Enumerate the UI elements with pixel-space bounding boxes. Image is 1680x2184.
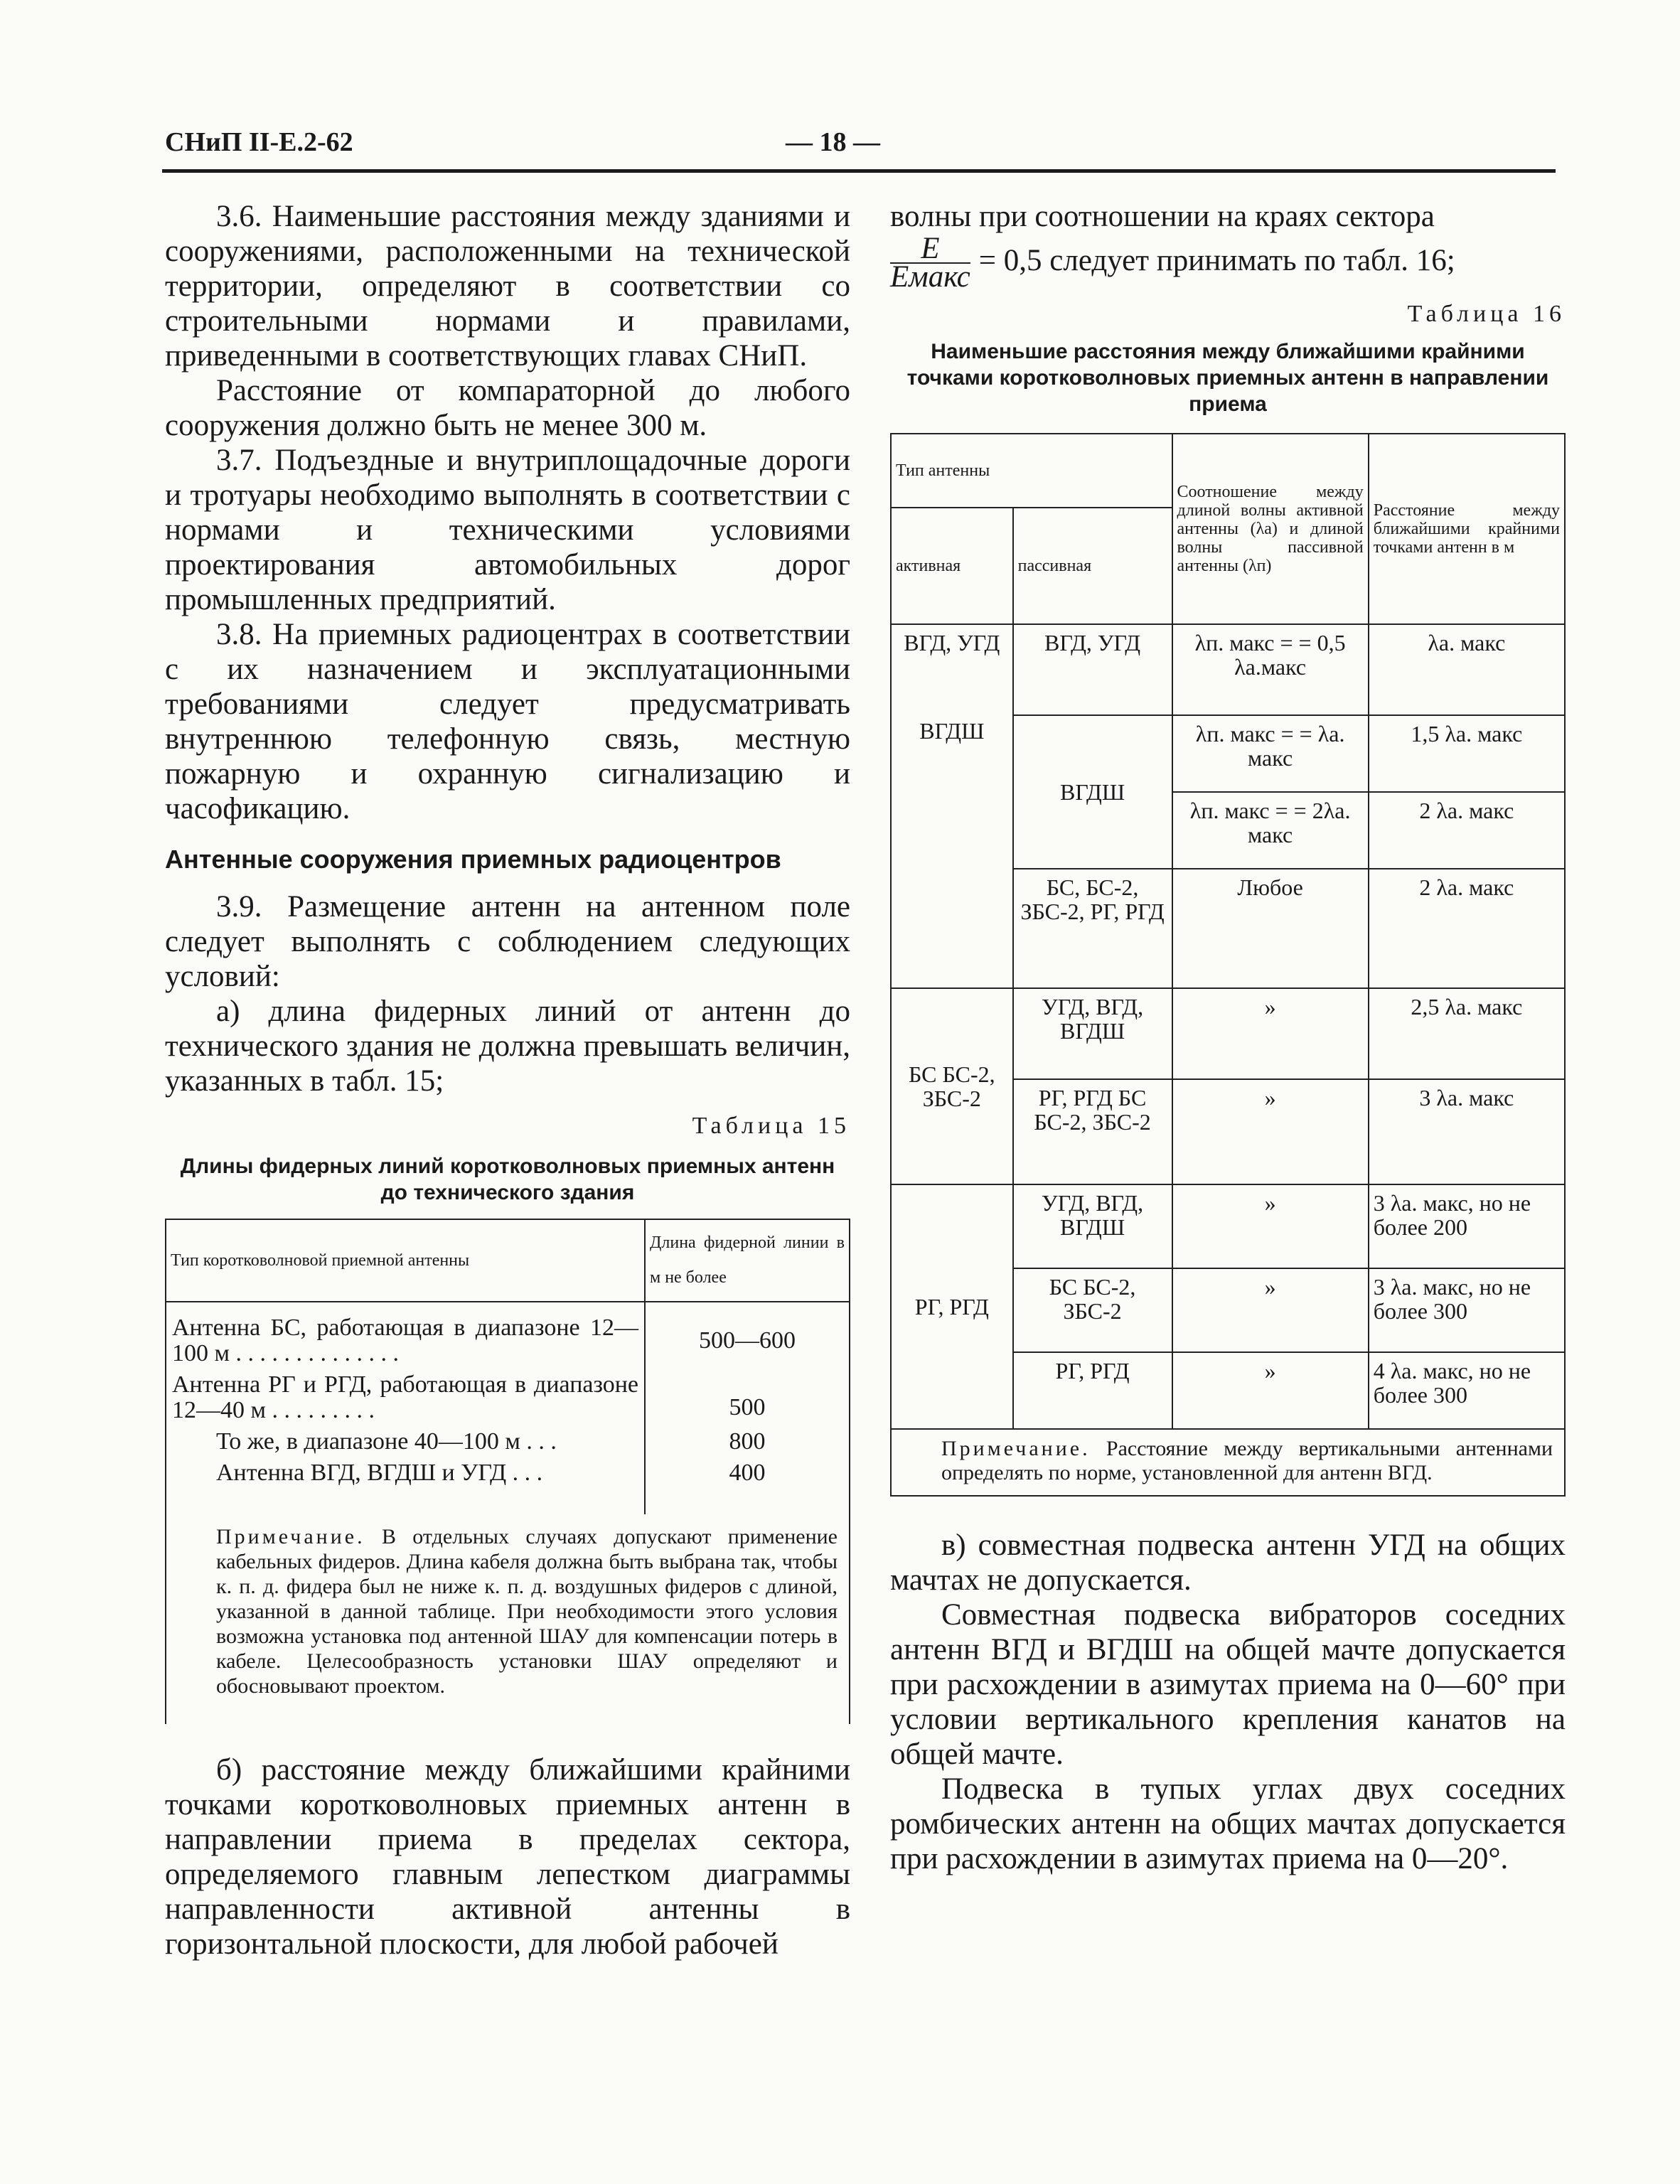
table-cell-distance: 3 λа. макс, но не более 300	[1369, 1268, 1565, 1352]
table-15-note	[166, 1514, 849, 1724]
table-16-col-active: активная	[891, 508, 1013, 624]
table-row: Антенна РГ и РГД, работающая в диапазоне 12—40 м . . . . . . . . .	[172, 1371, 638, 1423]
table-cell-distance: 2 λа. макс	[1369, 792, 1565, 869]
right-column	[890, 199, 1566, 1876]
table-cell-passive: УГД, ВГД, ВГДШ	[1013, 988, 1172, 1079]
page-number: — 18 —	[786, 127, 880, 157]
fraction-numerator: E	[890, 235, 970, 264]
table-cell-passive: РГ, РГД	[1013, 1352, 1172, 1429]
table-16-title: Наименьшие расстояния между ближайшими крайними точками коротковолновых приемных антенн в направлении приема	[906, 340, 1549, 416]
table-cell-value: 500—600	[645, 1302, 849, 1369]
table-cell-distance: 3 λа. макс	[1369, 1079, 1565, 1184]
table-cell-value: 500	[645, 1369, 849, 1426]
table-cell-distance: 4 λа. макс, но не более 300	[1369, 1352, 1565, 1429]
table-16	[890, 433, 1566, 1497]
paragraph-rhombic: Подвеска в тупых углах двух соседних ромбических антенн на общих мачтах допускается при расхождении в азимутах приема на 0—20°.	[890, 1772, 1566, 1875]
ratio-text: = 0,5 следует принимать по табл. 16;	[978, 243, 1455, 277]
active-vgd-ugd: ВГД, УГД	[904, 630, 1000, 655]
table-cell-passive: БС БС-2, ЗБС-2	[1013, 1268, 1172, 1352]
table-16-col-passive: пассивная	[1013, 508, 1172, 624]
table-cell-ratio: Любое	[1172, 869, 1369, 988]
left-column	[165, 199, 850, 1961]
table-cell-passive: ВГДШ	[1013, 715, 1172, 869]
table-cell-passive: БС, БС-2, ЗБС-2, РГ, РГД	[1013, 869, 1172, 988]
table-16-col-distance: Расстояние между ближайшими крайними точками антенн в м	[1369, 434, 1565, 624]
table-15	[166, 1219, 849, 1514]
ratio-line	[890, 232, 1566, 294]
paragraph-vibrators: Совместная подвеска вибраторов соседних антенн ВГД и ВГДШ на общей мачте допускается при расхождении в азимутах приема на 0—60° при условии вертикального крепления канатов на общей мачте.	[890, 1598, 1566, 1771]
table-cell-ratio: »	[1172, 988, 1369, 1079]
paragraph-3-6: 3.6. Наименьшие расстояния между зданиями и сооружениями, расположенными на технической территории, определяют в соответствии со строительными нормами и правилами, приведенными в соответствующих главах СНиП.	[165, 200, 850, 373]
table-16-col-type: Тип антенны	[891, 434, 1172, 508]
table-cell-distance: 3 λа. макс, но не более 200	[1369, 1184, 1565, 1268]
ratio-fraction	[890, 232, 970, 294]
table-cell-ratio: λп. макс = = 2λа. макс	[1172, 792, 1369, 869]
condition-b-continued: волны при соотношении на краях сектора	[890, 200, 1435, 233]
paragraph-3-6-distance: Расстояние от компараторной до любого сооружения должно быть не менее 300 м.	[165, 374, 850, 442]
note-text: В отдельных случаях допускают применение кабельных фидеров. Длина кабеля должна быть выбрана так, чтобы к. п. д. фидера был не ниже к. п. д. воздушных фидеров с длиной, указанной в данной таблице. При необходимости этого условия возможна установка под антенной ШАУ для компенсации потерь в кабеле. Целесообразность установки ШАУ определяют и обосновывают проектом.	[216, 1525, 838, 1698]
table-cell-ratio: »	[1172, 1268, 1369, 1352]
note-label: Примечание.	[941, 1437, 1091, 1460]
table-15-col-type: Тип коротковолновой приемной антенны	[166, 1219, 645, 1302]
document-code: СНиП II-Е.2-62	[165, 127, 353, 157]
table-cell-ratio: »	[1172, 1352, 1369, 1429]
table-row: Антенна ВГД, ВГДШ и УГД . . .	[216, 1460, 543, 1486]
table-15-col-length: Длина фидерной линии в м не более	[645, 1219, 849, 1302]
table-cell-value: 800	[645, 1426, 849, 1457]
active-vgdsh: ВГДШ	[919, 718, 985, 744]
fraction-denominator: Eмакс	[890, 260, 970, 294]
paragraph-3-7: 3.7. Подъездные и внутриплощадочные дороги и тротуары необходимо выполнять в соответствии с нормами и техническими условиями проектирования автомобильных дорог промышленных предприятий.	[165, 444, 850, 616]
note-text: Расстояние между вертикальными антеннами определять по норме, установленной для антенн ВГД.	[941, 1437, 1553, 1484]
condition-v: в) совместная подвеска антенн УГД на общих мачтах не допускается.	[890, 1529, 1566, 1597]
paragraph-3-9: 3.9. Размещение антенн на антенном поле следует выполнять с соблюдением следующих условий:	[165, 890, 850, 993]
condition-a: а) длина фидерных линий от антенн до технического здания не должна превышать величин, указанных в табл. 15;	[165, 995, 850, 1098]
table-cell-passive: УГД, ВГД, ВГДШ	[1013, 1184, 1172, 1268]
table-row: Антенна БС, работающая в диапазоне 12—100 м . . . . . . . . . . . . . .	[172, 1315, 638, 1366]
note-label: Примечание.	[216, 1525, 365, 1548]
table-16-active-vgd	[891, 624, 1013, 988]
table-16-label: Таблица 16	[1407, 301, 1566, 327]
table-16-active-bs: БС БС-2, ЗБС-2	[891, 988, 1013, 1184]
table-15-label: Таблица 15	[692, 1113, 850, 1139]
table-cell-ratio: »	[1172, 1079, 1369, 1184]
table-cell-passive: ВГД, УГД	[1013, 624, 1172, 715]
table-cell-passive: РГ, РГД БС БС-2, ЗБС-2	[1013, 1079, 1172, 1184]
table-cell-distance: 2 λа. макс	[1369, 869, 1565, 988]
table-cell-distance: 1,5 λа. макс	[1369, 715, 1565, 792]
section-heading: Антенные сооружения приемных радиоцентров	[165, 845, 781, 874]
table-16-note	[891, 1429, 1565, 1496]
paragraph-3-8: 3.8. На приемных радиоцентрах в соответствии с их назначением и эксплуатационными требованиями следует предусматривать внутреннюю телефонную связь, местную пожарную и охранную сигнализацию и часофикацию.	[165, 618, 850, 825]
table-cell-ratio: λп. макс = = 0,5 λа.макс	[1172, 624, 1369, 715]
table-cell-distance: 2,5 λа. макс	[1369, 988, 1565, 1079]
table-cell-ratio: λп. макс = = λа. макс	[1172, 715, 1369, 792]
table-cell-ratio: »	[1172, 1184, 1369, 1268]
table-15-title: Длины фидерных линий коротковолновых приемных антенн до технического здания	[180, 1155, 835, 1204]
table-cell-value: 400	[645, 1457, 849, 1514]
header-rule	[162, 169, 1556, 173]
table-15-frame	[165, 1219, 850, 1724]
table-row: То же, в диапазоне 40—100 м . . .	[216, 1428, 557, 1455]
condition-b: б) расстояние между ближайшими крайними точками коротковолновых приемных антенн в направлении приема в пределах сектора, определяемого главным лепестком диаграммы направленности активной антенны в горизонтальной плоскости, для любой рабочей	[165, 1753, 850, 1961]
table-cell-distance: λа. макс	[1369, 624, 1565, 715]
table-16-col-ratio: Соотношение между длиной волны активной антенны (λа) и длиной волны пассивной антенны (λп)	[1172, 434, 1369, 624]
table-16-active-rg: РГ, РГД	[891, 1184, 1013, 1429]
